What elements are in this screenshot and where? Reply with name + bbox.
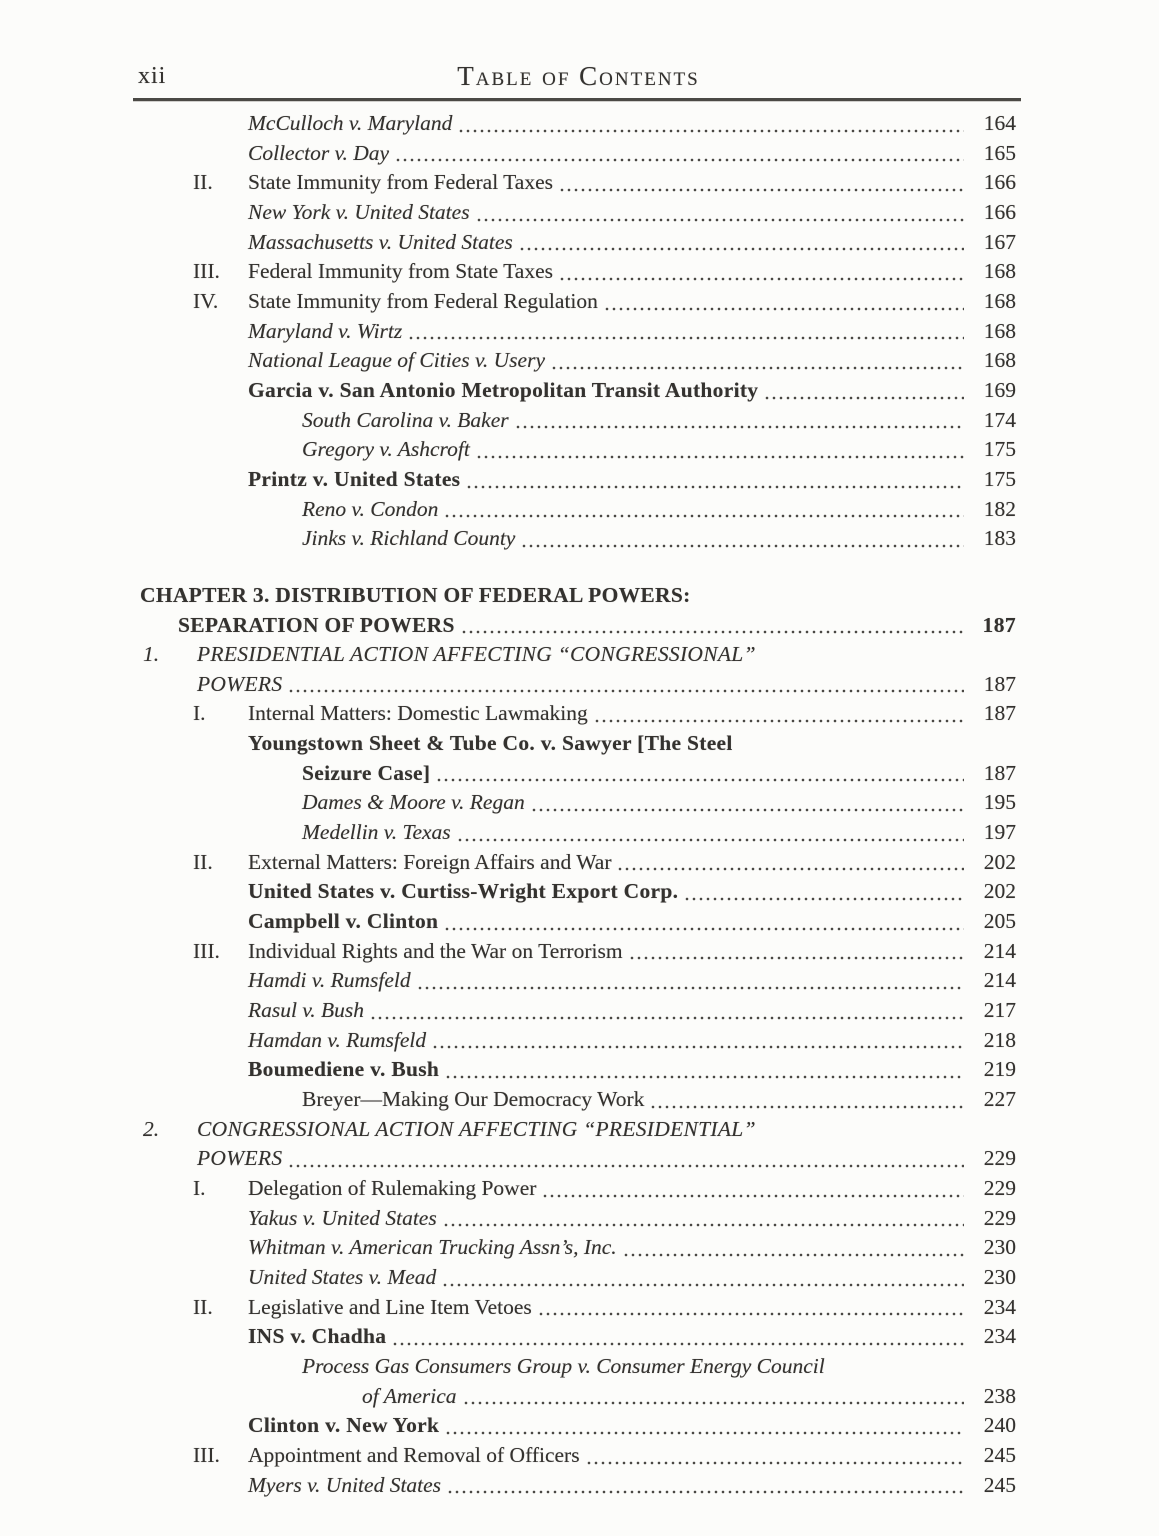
toc-entry-title: Seizure Case] — [302, 760, 431, 785]
toc-entry — [140, 1411, 1016, 1441]
toc-entry — [140, 877, 1016, 907]
toc-entry-page: 219 — [983, 1057, 1016, 1082]
toc-entry-title: State Immunity from Federal Taxes — [248, 170, 553, 195]
toc-entry-label: II. — [193, 170, 213, 195]
dotted-leader — [630, 956, 964, 960]
toc-entry-title: Hamdi v. Rumsfeld — [248, 968, 411, 993]
toc-entry — [140, 1174, 1016, 1204]
toc-entry — [140, 1263, 1016, 1293]
toc-entry — [140, 139, 1016, 169]
toc-entry-title: Federal Immunity from State Taxes — [248, 259, 553, 284]
dotted-leader — [459, 129, 964, 133]
toc-entry-title: Whitman v. American Trucking Assn’s, Inc. — [248, 1235, 617, 1260]
toc-entry-title: South Carolina v. Baker — [302, 407, 509, 432]
toc-entry-title: Internal Matters: Domestic Lawmaking — [248, 701, 588, 726]
toc-entry — [140, 1382, 1016, 1412]
toc-entry — [140, 788, 1016, 818]
dotted-leader — [539, 1312, 964, 1316]
dotted-leader — [651, 1105, 964, 1109]
toc-entry-page: 168 — [983, 259, 1016, 284]
toc-entry — [140, 1352, 1016, 1382]
toc-entry — [140, 495, 1016, 525]
toc-entry-title: Individual Rights and the War on Terrorism — [248, 938, 623, 963]
dotted-leader — [462, 630, 964, 634]
toc-entry-page: 195 — [983, 790, 1016, 815]
toc-entry-page: 187 — [983, 701, 1016, 726]
toc-entry — [140, 1322, 1016, 1352]
toc-entry-title: Garcia v. San Antonio Metropolitan Transit Authority — [248, 377, 759, 402]
toc-entry — [140, 1441, 1016, 1471]
dotted-leader — [765, 396, 964, 400]
toc-entry — [140, 198, 1016, 228]
dotted-leader — [393, 1342, 964, 1346]
dotted-leader — [543, 1194, 964, 1198]
toc-entry — [140, 435, 1016, 465]
dotted-leader — [289, 1164, 964, 1168]
dotted-leader — [464, 1401, 964, 1405]
toc-entry-page: 164 — [983, 111, 1016, 135]
toc-entry-page: 202 — [983, 879, 1016, 904]
toc-entry-title: Collector v. Day — [248, 140, 390, 165]
toc-entry-page: 214 — [983, 938, 1016, 963]
toc-entry-title: External Matters: Foreign Affairs and War — [248, 849, 612, 874]
toc-entry-title: Dames & Moore v. Regan — [302, 790, 525, 815]
page-title: Table of Contents — [457, 61, 700, 91]
toc-entry-label: III. — [193, 1442, 220, 1467]
toc-entry — [140, 996, 1016, 1026]
toc-entry-page: 187 — [983, 760, 1016, 785]
dotted-leader — [446, 1075, 964, 1079]
toc-entry-title: Rasul v. Bush — [248, 998, 365, 1023]
dotted-leader — [477, 455, 964, 459]
toc-entry-title: Youngstown Sheet & Tube Co. v. Sawyer [The Steel — [248, 731, 733, 756]
toc-entry — [140, 699, 1016, 729]
toc-entry — [140, 168, 1016, 198]
dotted-leader — [289, 689, 964, 693]
toc-entry-label: III. — [193, 938, 220, 963]
toc-entry — [140, 1055, 1016, 1085]
dotted-leader — [448, 1490, 964, 1494]
toc-entry-label: I. — [193, 1175, 206, 1200]
toc-entry-page: 187 — [983, 671, 1016, 696]
toc-entry-title: of America — [362, 1383, 457, 1408]
toc-entry-title: SEPARATION OF POWERS — [178, 612, 455, 637]
toc-entry — [140, 1144, 1016, 1174]
toc-entry-label: 1. — [143, 642, 160, 667]
dotted-leader — [532, 808, 964, 812]
dotted-leader — [443, 1283, 964, 1287]
toc-entry — [140, 907, 1016, 937]
toc-list — [140, 109, 1016, 1500]
dotted-leader — [560, 277, 964, 281]
dotted-leader — [520, 247, 964, 251]
dotted-leader — [446, 1431, 964, 1435]
dotted-leader — [458, 838, 964, 842]
toc-entry-page: 205 — [983, 909, 1016, 934]
toc-entry-title: CHAPTER 3. DISTRIBUTION OF FEDERAL POWERS: — [140, 582, 691, 607]
toc-entry-page: 165 — [983, 140, 1016, 165]
dotted-leader — [444, 1223, 964, 1227]
toc-entry-page: 167 — [983, 229, 1016, 254]
toc-entry-title: Breyer—Making Our Democracy Work — [302, 1087, 645, 1111]
toc-entry — [140, 1471, 1016, 1501]
toc-entry — [140, 287, 1016, 317]
toc-entry-page: 166 — [983, 170, 1016, 195]
dotted-leader — [437, 778, 964, 782]
dotted-leader — [445, 514, 964, 518]
toc-entry-page: 230 — [983, 1235, 1016, 1260]
toc-entry-title: National League of Cities v. Usery — [248, 348, 545, 373]
toc-entry-label: IV. — [193, 288, 219, 313]
toc-entry-page: 234 — [983, 1294, 1016, 1319]
toc-entry-title: Yakus v. United States — [248, 1205, 437, 1230]
toc-entry-title: United States v. Curtiss-Wright Export Corp. — [248, 879, 679, 904]
toc-entry-page: 214 — [983, 968, 1016, 993]
toc-entry-title: Maryland v. Wirtz — [248, 318, 403, 343]
toc-entry-title: McCulloch v. Maryland — [248, 111, 453, 135]
toc-entry-title: POWERS — [197, 1146, 283, 1171]
toc-entry — [140, 346, 1016, 376]
toc-entry-page: 229 — [983, 1175, 1016, 1200]
page-header — [138, 54, 1019, 96]
toc-entry-title: Boumediene v. Bush — [248, 1057, 440, 1082]
toc-entry — [140, 1085, 1016, 1115]
toc-entry-title: Printz v. United States — [248, 466, 461, 491]
toc-entry — [140, 228, 1016, 258]
toc-entry — [140, 1204, 1016, 1234]
dotted-leader — [516, 425, 964, 429]
toc-entry-title: POWERS — [197, 671, 283, 696]
toc-entry-title: Process Gas Consumers Group v. Consumer Energy Council — [302, 1353, 825, 1378]
toc-entry-page: 229 — [983, 1205, 1016, 1230]
dotted-leader — [605, 307, 964, 311]
toc-entry — [140, 848, 1016, 878]
toc-entry — [140, 109, 1016, 139]
toc-entry-page: 230 — [983, 1264, 1016, 1289]
toc-entry-title: Myers v. United States — [248, 1472, 442, 1497]
toc-entry-title: Gregory v. Ashcroft — [302, 437, 470, 462]
toc-entry-page: 168 — [983, 348, 1016, 373]
toc-entry-page: 234 — [983, 1324, 1016, 1349]
toc-entry — [140, 818, 1016, 848]
toc-entry-label: 2. — [143, 1116, 160, 1141]
toc-entry-page: 202 — [983, 849, 1016, 874]
toc-entry — [140, 524, 1016, 554]
toc-entry-title: Legislative and Line Item Vetoes — [248, 1294, 532, 1319]
toc-entry-label: II. — [193, 849, 213, 874]
toc-entry — [140, 1233, 1016, 1263]
toc-entry-page: 174 — [983, 407, 1016, 432]
toc-entry-title: Medellin v. Texas — [302, 820, 451, 845]
toc-entry-page: 238 — [983, 1383, 1016, 1408]
toc-entry-page: 197 — [983, 820, 1016, 845]
toc-entry-page: 169 — [983, 377, 1016, 402]
toc-entry — [140, 937, 1016, 967]
toc-entry-page: 187 — [982, 612, 1016, 637]
folio-page-number: xii — [138, 63, 167, 89]
dotted-leader — [445, 927, 964, 931]
dotted-leader — [587, 1461, 964, 1465]
toc-entry-title: INS v. Chadha — [248, 1324, 387, 1349]
toc-entry-title: Jinks v. Richland County — [302, 526, 516, 551]
dotted-leader — [618, 867, 964, 871]
toc-entry-label: III. — [193, 259, 220, 284]
toc-entry-title: United States v. Mead — [248, 1264, 437, 1289]
toc-entry-page: 245 — [983, 1442, 1016, 1467]
toc-entry-title: New York v. United States — [248, 199, 470, 224]
toc-entry — [140, 1115, 1016, 1145]
toc-entry-label: I. — [193, 701, 206, 726]
dotted-leader — [409, 336, 964, 340]
toc-entry — [140, 317, 1016, 347]
toc-entry — [140, 640, 1016, 670]
dotted-leader — [467, 485, 964, 489]
toc-entry — [140, 376, 1016, 406]
toc-entry — [140, 406, 1016, 436]
toc-entry-title: PRESIDENTIAL ACTION AFFECTING “CONGRESSIONAL” — [197, 642, 756, 667]
dotted-leader — [418, 986, 964, 990]
dotted-leader — [685, 897, 964, 901]
dotted-leader — [477, 218, 964, 222]
dotted-leader — [552, 366, 964, 370]
toc-entry-page: 218 — [983, 1027, 1016, 1052]
toc-entry-page: 245 — [983, 1472, 1016, 1497]
toc-entry — [140, 729, 1016, 759]
toc-entry-page: 166 — [983, 199, 1016, 224]
toc-entry-page: 217 — [983, 998, 1016, 1023]
dotted-leader — [560, 188, 964, 192]
toc-entry-title: CONGRESSIONAL ACTION AFFECTING “PRESIDENTIAL” — [197, 1116, 756, 1141]
dotted-leader — [371, 1016, 964, 1020]
toc-entry-title: Campbell v. Clinton — [248, 909, 439, 934]
dotted-leader — [624, 1253, 964, 1257]
dotted-leader — [396, 158, 964, 162]
toc-entry-page: 182 — [983, 496, 1016, 521]
toc-entry — [140, 966, 1016, 996]
dotted-leader — [433, 1045, 964, 1049]
toc-entry — [140, 465, 1016, 495]
toc-entry-title: Delegation of Rulemaking Power — [248, 1175, 537, 1200]
header-rule — [133, 98, 1021, 101]
toc-entry-page: 175 — [983, 466, 1016, 491]
toc-entry-title: Reno v. Condon — [302, 496, 439, 521]
toc-entry-page: 229 — [983, 1146, 1016, 1171]
toc-entry-page: 168 — [983, 318, 1016, 343]
dotted-leader — [522, 544, 964, 548]
toc-entry-title: Hamdan v. Rumsfeld — [248, 1027, 427, 1052]
toc-entry-label: II. — [193, 1294, 213, 1319]
dotted-leader — [595, 719, 964, 723]
toc-entry-page: 227 — [983, 1087, 1016, 1111]
toc-entry-title: Clinton v. New York — [248, 1413, 440, 1438]
toc-entry-title: Massachusetts v. United States — [248, 229, 513, 254]
toc-entry-page: 168 — [983, 288, 1016, 313]
toc-entry — [140, 1026, 1016, 1056]
toc-entry-title: State Immunity from Federal Regulation — [248, 288, 598, 313]
toc-entry — [140, 1293, 1016, 1323]
toc-entry-page: 175 — [983, 437, 1016, 462]
toc-entry — [140, 611, 1016, 641]
toc-entry-page: 183 — [983, 526, 1016, 551]
toc-entry-title: Appointment and Removal of Officers — [248, 1442, 580, 1467]
toc-entry-page: 240 — [983, 1413, 1016, 1438]
toc-entry — [140, 759, 1016, 789]
toc-entry — [140, 581, 1016, 611]
toc-entry — [140, 670, 1016, 700]
toc-entry — [140, 257, 1016, 287]
